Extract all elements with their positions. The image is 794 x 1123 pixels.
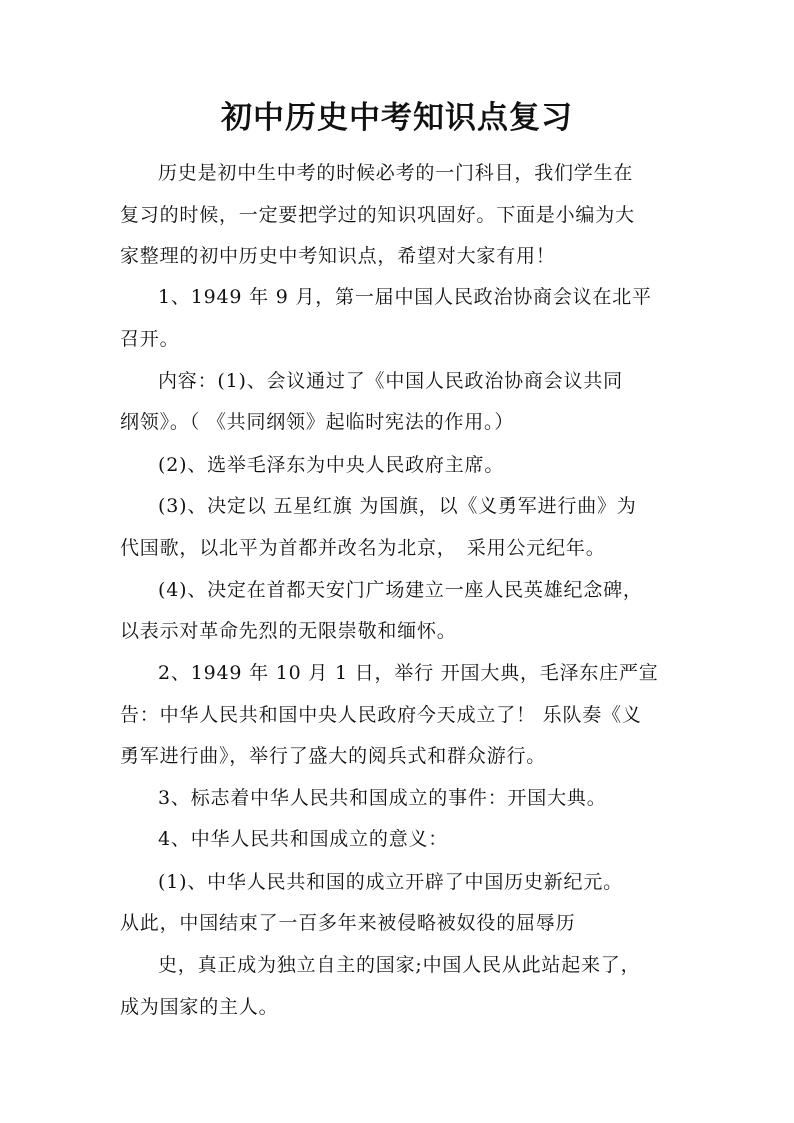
paragraph-line: 2、1949 年 10 月 1 日，举行 开国大典，毛泽东庄严宣 [158, 662, 659, 684]
paragraph-line: 代国歌，以北平为首都并改名为北京， 采用公元纪年。 [120, 537, 606, 559]
paragraph-line: 史，真正成为独立自主的国家;中国人民从此站起来了， [158, 954, 641, 976]
paragraph-line: 召开。 [120, 328, 180, 350]
paragraph-line: (3)、决定以 五星红旗 为国旗，以《义勇军进行曲》为 [158, 495, 637, 517]
paragraph-line: 纲领》。（ 《共同纲领》起临时宪法的作用。） [120, 411, 515, 433]
paragraph-line: 成为国家的主人。 [120, 996, 279, 1018]
paragraph-line: 家整理的初中历史中考知识点，希望对大家有用！ [120, 245, 556, 267]
paragraph-line: 3、标志着中华人民共和国成立的事件：开国大典。 [158, 787, 607, 809]
paragraph-line: (4)、决定在首都天安门广场建立一座人民英雄纪念碑， [158, 579, 643, 601]
paragraph-line: 勇军进行曲》，举行了盛大的阅兵式和群众游行。 [120, 745, 547, 767]
paragraph-line: 以表示对革命先烈的无限崇敬和缅怀。 [120, 620, 457, 642]
paragraph-line: 4、中华人民共和国成立的意义： [158, 828, 449, 850]
paragraph-line: 告：中华人民共和国中央人民政府今天成立了！ 乐队奏《义 [120, 704, 642, 726]
paragraph-line: (2)、选举毛泽东为中央人民政府主席。 [158, 454, 505, 476]
paragraph-line: 历史是初中生中考的时候必考的一门科目，我们学生在 [158, 162, 634, 184]
paragraph-line: (1)、中华人民共和国的成立开辟了中国历史新纪元。 [158, 871, 623, 893]
paragraph-line: 1、1949 年 9 月，第一届中国人民政治协商会议在北平 [158, 286, 652, 308]
paragraph-line: 从此，中国结束了一百多年来被侵略被奴役的屈辱历 [120, 912, 576, 934]
paragraph-line: 复习的时候，一定要把学过的知识巩固好。下面是小编为大 [120, 204, 635, 226]
document-title: 初中历史中考知识点复习 [221, 100, 573, 136]
paragraph-line: 内容：(1)、会议通过了《中国人民政治协商会议共同 [158, 370, 623, 392]
